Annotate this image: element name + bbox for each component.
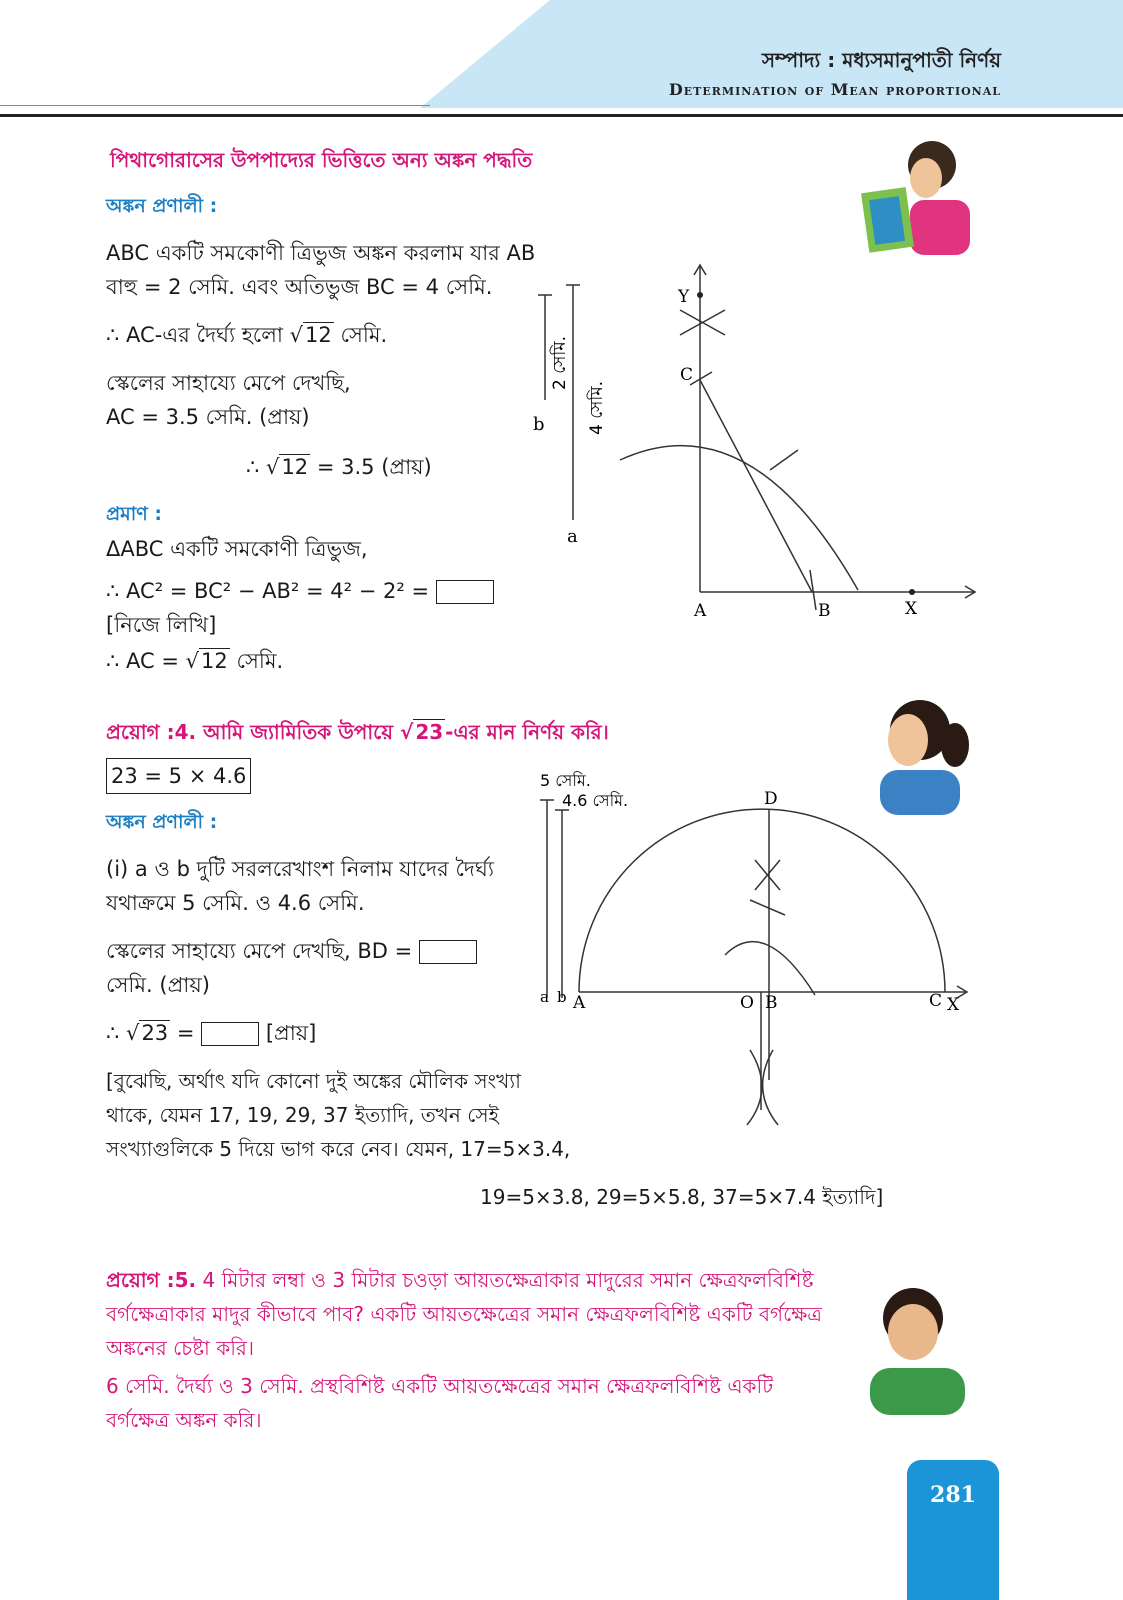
answer-box	[436, 580, 494, 604]
label-C2: C	[929, 991, 943, 1011]
label-A2: A	[573, 993, 586, 1013]
section2-result: ∴ √23 = [প্রায়]	[106, 1021, 317, 1045]
label-a: a	[567, 526, 578, 547]
section3-line2: বর্গক্ষেত্রাকার মাদুর কীভাবে পাব? একটি আয়তক্ষেত্রের সমান ক্ষেত্রফলবিশিষ্ট একটি বর্গক্ষেত্র	[106, 1302, 823, 1326]
header-title-bn: সম্পাদ্য : মধ্যসমানুপাতী নির্ণয়	[761, 48, 1001, 72]
section1-method-label: অঙ্কন প্রণালী :	[106, 195, 218, 217]
section3-line5: বর্গক্ষেত্র অঙ্কন করি।	[106, 1408, 262, 1432]
section2-measure-post: সেমি. (প্রায়)	[106, 973, 210, 997]
page-number: 281	[907, 1460, 999, 1600]
note-line4: 19=5×3.8, 29=5×5.8, 37=5×7.4 ইত্যাদি]	[480, 1185, 884, 1209]
section3-line1: প্রয়োগ :5. 4 মিটার লম্বা ও 3 মিটার চওড়া আয়তক্ষেত্রাকার মাদুরের সমান ক্ষেত্রফলবিশিষ্ট	[106, 1268, 814, 1292]
label-a2: a	[540, 988, 549, 1006]
section2-step1a: (i) a ও b দুটি সরলরেখাংশ নিলাম যাদের দৈর্ঘ্য	[106, 857, 494, 881]
note-line2: থাকে, যেমন 17, 19, 29, 37 ইত্যাদি, তখন সেই	[106, 1103, 499, 1127]
label-b2: b	[557, 988, 567, 1006]
label-5cm: 5 সেমি.	[540, 771, 591, 790]
section3-line3: অঙ্কনের চেষ্টা করি।	[106, 1336, 255, 1360]
header-title-en: Determination of Mean proportional	[668, 80, 1001, 99]
label-4cm: 4 সেমি.	[587, 380, 607, 435]
section3-line4: 6 সেমি. দৈর্ঘ্য ও 3 সেমি. প্রস্থবিশিষ্ট একটি আয়তক্ষেত্রের সমান ক্ষেত্রফলবিশিষ্ট একটি	[106, 1374, 774, 1398]
illustration-boy-icon	[855, 1280, 975, 1415]
note-line1: [বুঝেছি, অর্থাৎ যদি কোনো দুই অঙ্কের মৌলিক সংখ্যা	[106, 1069, 521, 1093]
header-rule	[0, 114, 1123, 117]
diagram-right-triangle	[520, 250, 990, 630]
label-A: A	[694, 601, 707, 621]
proof-line1: ΔABC একটি সমকোণী ত্রিভুজ,	[106, 537, 368, 561]
section1-line1: ABC একটি সমকোণী ত্রিভুজ অঙ্কন করলাম যার AB	[106, 241, 536, 265]
section1-line3: ∴ AC-এর দৈর্ঘ্য হলো √12 সেমি.	[106, 323, 388, 347]
note-line3: সংখ্যাগুলিকে 5 দিয়ে ভাগ করে নেব। যেমন, 17=5×3.4,	[106, 1137, 571, 1161]
proof-line4: ∴ AC = √12 সেমি.	[106, 649, 284, 673]
label-B: B	[818, 601, 831, 621]
label-46cm: 4.6 সেমি.	[562, 791, 629, 810]
label-2cm: 2 সেমি.	[550, 335, 570, 390]
section1-line6: ∴ √12 = 3.5 (প্রায়)	[246, 455, 432, 479]
section1-title: পিথাগোরাসের উপপাদ্যের ভিত্তিতে অন্য অঙ্কন পদ্ধতি	[110, 148, 533, 172]
proof-line3: [নিজে লিখি]	[106, 613, 217, 637]
label-X2: X	[947, 995, 960, 1015]
section1-line2: বাহু = 2 সেমি. এবং অতিভুজ BC = 4 সেমি.	[106, 275, 493, 299]
section1-line4: স্কেলের সাহায্যে মেপে দেখছি,	[106, 371, 351, 395]
label-Y: Y	[678, 287, 690, 307]
illustration-girl-reading-icon	[860, 130, 980, 260]
bd-answer-box	[419, 940, 477, 964]
section1-line5: AC = 3.5 সেমি. (প্রায়)	[106, 405, 310, 429]
label-D: D	[764, 789, 778, 809]
section2-method-label: অঙ্কন প্রণালী :	[106, 811, 218, 833]
label-X: X	[905, 599, 918, 619]
diagram-semicircle	[535, 770, 975, 1140]
label-B2: B	[765, 993, 778, 1013]
proof-line2: ∴ AC² = BC² − AB² = 4² − 2² =	[106, 574, 494, 608]
section2-measure: স্কেলের সাহায্যে মেপে দেখছি, BD =	[106, 934, 477, 968]
illustration-girl-ponytail-icon	[860, 690, 980, 815]
label-O: O	[740, 993, 754, 1013]
section2-title: প্রয়োগ :4. আমি জ্যামিতিক উপায়ে √ 23 -এর মান নির্ণয় করি।	[106, 720, 609, 744]
result-answer-box	[201, 1022, 259, 1046]
label-C: C	[680, 365, 694, 385]
proof-label: প্রমাণ :	[106, 503, 162, 525]
header-thin-rule	[0, 105, 430, 106]
boxed-equation: 23 = 5 × 4.6	[106, 758, 251, 794]
label-b: b	[533, 414, 545, 435]
section2-step1b: যথাক্রমে 5 সেমি. ও 4.6 সেমি.	[106, 891, 365, 915]
